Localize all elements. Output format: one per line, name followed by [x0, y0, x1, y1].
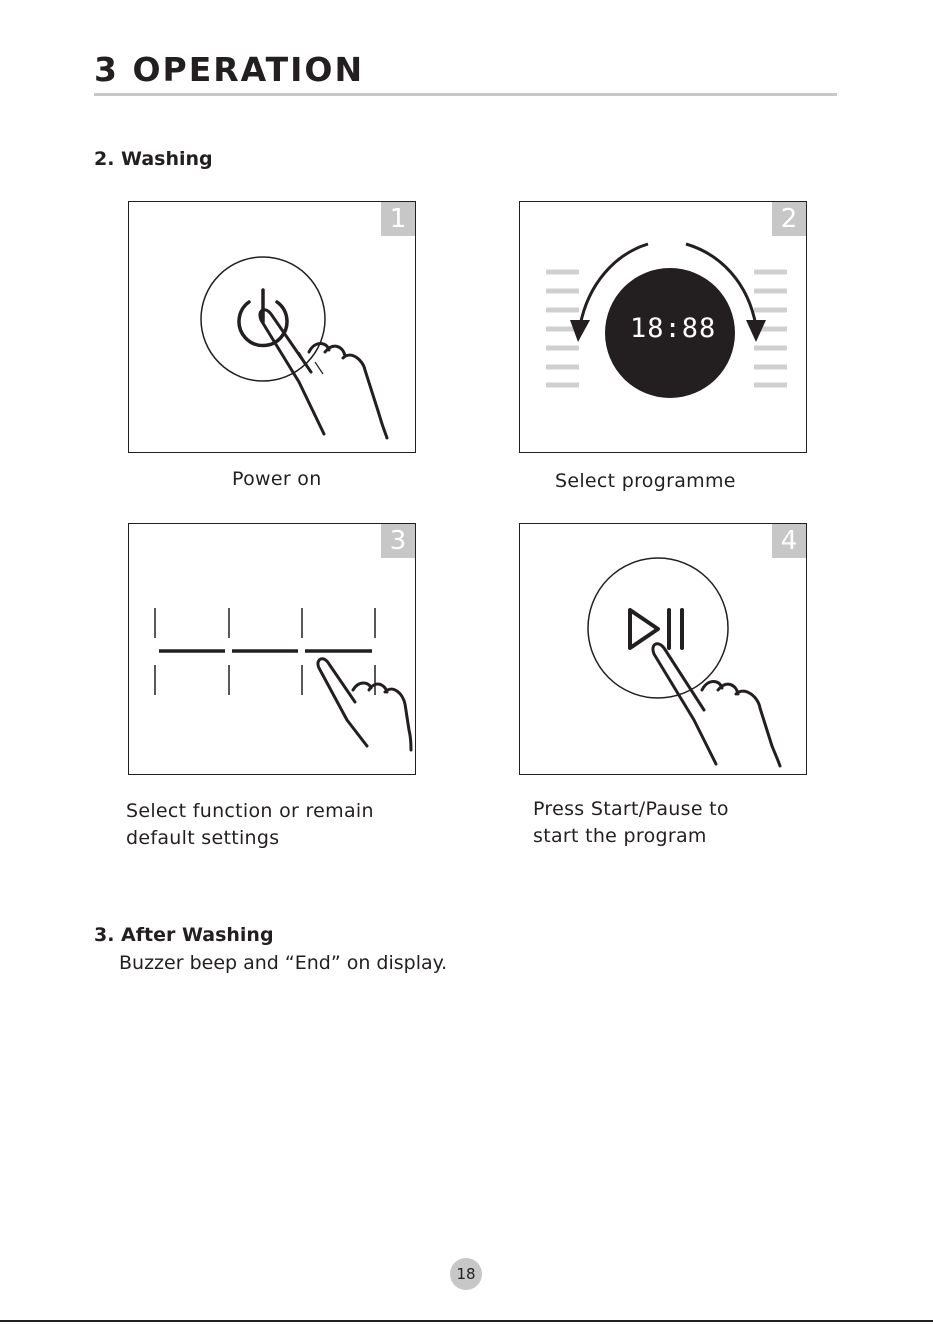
display-readout: 18:88 — [630, 313, 717, 344]
step-number-badge: 4 — [772, 524, 806, 558]
start-pause-icon — [520, 524, 807, 775]
caption-line: Press Start/Pause to — [533, 798, 729, 820]
footer-divider — [0, 1320, 933, 1322]
section-title: 3 OPERATION — [94, 50, 365, 89]
washing-heading: 2. Washing — [94, 148, 213, 170]
caption-line: default settings — [126, 827, 280, 849]
step-3-caption — [126, 798, 374, 852]
power-button-icon — [129, 202, 416, 453]
caption-line: Select function or remain — [126, 800, 374, 822]
step-number-badge: 2 — [772, 202, 806, 236]
after-washing-text: Buzzer beep and “End” on display. — [119, 952, 448, 974]
step-4-caption — [533, 796, 729, 850]
step-2-caption: Select programme — [555, 470, 736, 492]
header-divider — [94, 93, 837, 96]
page-number: 18 — [450, 1258, 482, 1290]
step-1-panel — [128, 201, 416, 453]
function-buttons-icon — [129, 524, 416, 775]
step-3-panel — [128, 523, 416, 775]
after-washing-heading: 3. After Washing — [94, 924, 274, 946]
step-1-caption: Power on — [232, 468, 322, 490]
caption-line: start the program — [533, 825, 707, 847]
step-number-badge: 3 — [381, 524, 415, 558]
step-4-panel — [519, 523, 807, 775]
step-2-panel — [519, 201, 807, 453]
step-number-badge: 1 — [381, 202, 415, 236]
